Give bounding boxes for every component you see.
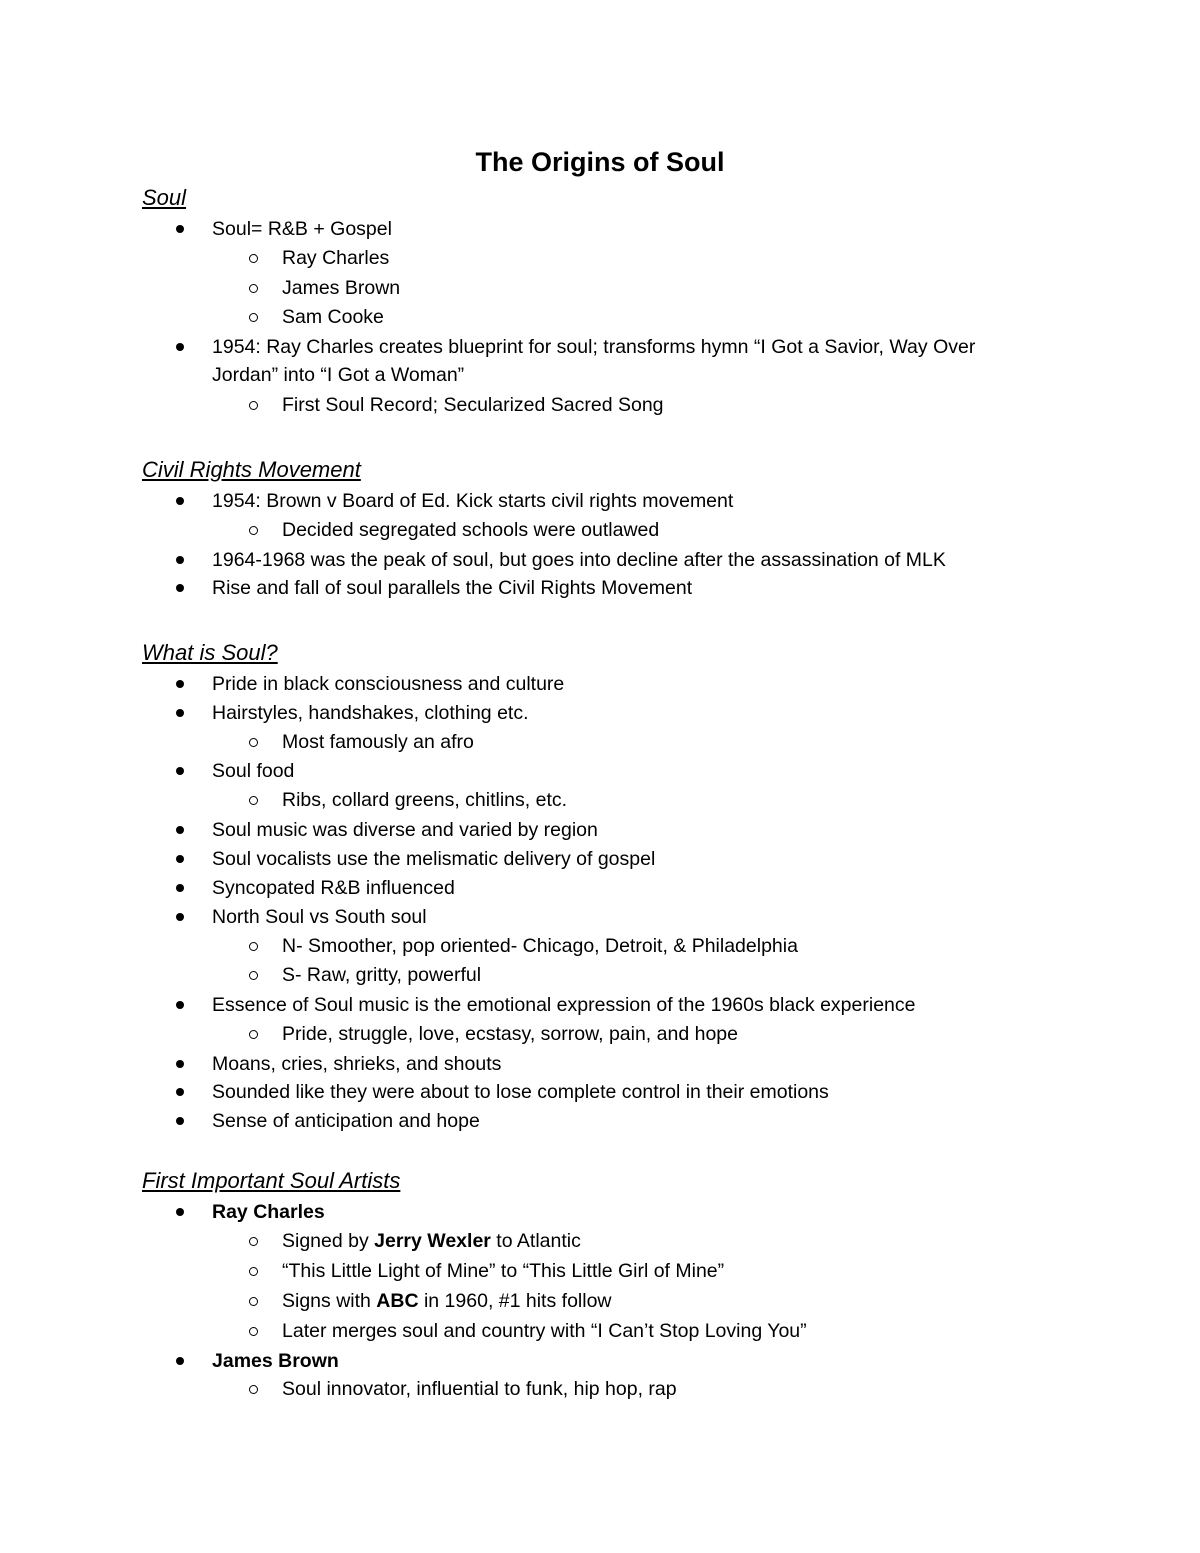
- bullet-circle: [249, 313, 258, 322]
- list-item: Ray Charles: [212, 1201, 325, 1223]
- list-item: S- Raw, gritty, powerful: [282, 964, 482, 986]
- bullet-circle: [249, 1297, 258, 1306]
- list-item-continuation: Jordan” into “I Got a Woman”: [212, 364, 465, 386]
- bullet-circle: [249, 1327, 258, 1336]
- bullet-dot: [176, 826, 184, 834]
- list-item: 1964-1968 was the peak of soul, but goes into decline after the assassination of MLK: [212, 549, 946, 571]
- list-item: Sense of anticipation and hope: [212, 1110, 480, 1132]
- bullet-dot: [176, 1357, 184, 1365]
- list-item: N- Smoother, pop oriented- Chicago, Detroit, & Philadelphia: [282, 935, 798, 957]
- bullet-dot: [176, 855, 184, 863]
- bullet-circle: [249, 284, 258, 293]
- bullet-dot: [176, 1117, 184, 1125]
- section-heading-what-is-soul: What is Soul?: [142, 640, 278, 665]
- bullet-circle: [249, 1030, 258, 1039]
- list-item: Hairstyles, handshakes, clothing etc.: [212, 702, 529, 724]
- bullet-circle: [249, 1267, 258, 1276]
- bullet-dot: [176, 680, 184, 688]
- bullet-circle: [249, 401, 258, 410]
- text-run: to Atlantic: [490, 1230, 581, 1252]
- section-heading-civil-rights: Civil Rights Movement: [142, 457, 361, 482]
- bullet-dot: [176, 913, 184, 921]
- bullet-dot: [176, 1001, 184, 1009]
- list-item: Soul food: [212, 760, 295, 782]
- bullet-dot: [176, 709, 184, 717]
- list-item: “This Little Light of Mine” to “This Little Girl of Mine”: [282, 1260, 725, 1282]
- list-item: Rise and fall of soul parallels the Civil Rights Movement: [212, 577, 693, 599]
- bullet-circle: [249, 526, 258, 535]
- list-item: Pride, struggle, love, ecstasy, sorrow, pain, and hope: [282, 1023, 738, 1045]
- list-item: Soul vocalists use the melismatic delivery of gospel: [212, 848, 656, 870]
- list-item: 1954: Brown v Board of Ed. Kick starts civil rights movement: [212, 490, 734, 512]
- list-item: Decided segregated schools were outlawed: [282, 519, 660, 541]
- text-run: Signs with: [282, 1290, 377, 1312]
- list-item: North Soul vs South soul: [212, 906, 427, 928]
- list-item: [282, 1228, 581, 1254]
- list-item: Soul music was diverse and varied by region: [212, 819, 598, 841]
- list-item: Ray Charles: [282, 247, 390, 269]
- bullet-dot: [176, 1060, 184, 1068]
- list-item: Essence of Soul music is the emotional expression of the 1960s black experience: [212, 994, 916, 1016]
- list-item: Soul= R&B + Gospel: [212, 218, 392, 240]
- bullet-dot: [176, 1208, 184, 1216]
- list-item: Sam Cooke: [282, 306, 384, 328]
- bullet-circle: [249, 942, 258, 951]
- bullet-dot: [176, 884, 184, 892]
- list-item: Soul innovator, influential to funk, hip hop, rap: [282, 1378, 677, 1400]
- section-heading-first-artists: First Important Soul Artists: [142, 1168, 401, 1193]
- list-item: Syncopated R&B influenced: [212, 877, 455, 899]
- list-item: Later merges soul and country with “I Can’t Stop Loving You”: [282, 1320, 807, 1342]
- list-item: Most famously an afro: [282, 731, 474, 753]
- bullet-circle: [249, 796, 258, 805]
- list-item: [282, 1288, 612, 1314]
- bullet-dot: [176, 497, 184, 505]
- bullet-dot: [176, 343, 184, 351]
- bullet-dot: [176, 225, 184, 233]
- list-item: First Soul Record; Secularized Sacred Song: [282, 394, 664, 416]
- section-heading-soul: Soul: [142, 185, 187, 210]
- text-run: Signed by: [282, 1230, 375, 1252]
- bullet-dot: [176, 584, 184, 592]
- list-item: James Brown: [212, 1350, 339, 1372]
- bullet-circle: [249, 971, 258, 980]
- text-run: in 1960, #1 hits follow: [418, 1290, 612, 1312]
- list-item: James Brown: [282, 277, 401, 299]
- bullet-circle: [249, 1237, 258, 1246]
- list-item: 1954: Ray Charles creates blueprint for soul; transforms hymn “I Got a Savior, Way Over: [212, 336, 976, 358]
- bullet-dot: [176, 767, 184, 775]
- list-item: Moans, cries, shrieks, and shouts: [212, 1053, 502, 1075]
- text-run-bold: Jerry Wexler: [374, 1230, 491, 1252]
- bullet-circle: [249, 1385, 258, 1394]
- bullet-circle: [249, 738, 258, 747]
- document-title: The Origins of Soul: [475, 147, 725, 177]
- bullet-circle: [249, 254, 258, 263]
- text-run-bold: ABC: [376, 1290, 419, 1312]
- list-item: Sounded like they were about to lose complete control in their emotions: [212, 1081, 829, 1103]
- list-item: Ribs, collard greens, chitlins, etc.: [282, 789, 568, 811]
- bullet-dot: [176, 1088, 184, 1096]
- bullet-dot: [176, 556, 184, 564]
- list-item: Pride in black consciousness and culture: [212, 673, 565, 695]
